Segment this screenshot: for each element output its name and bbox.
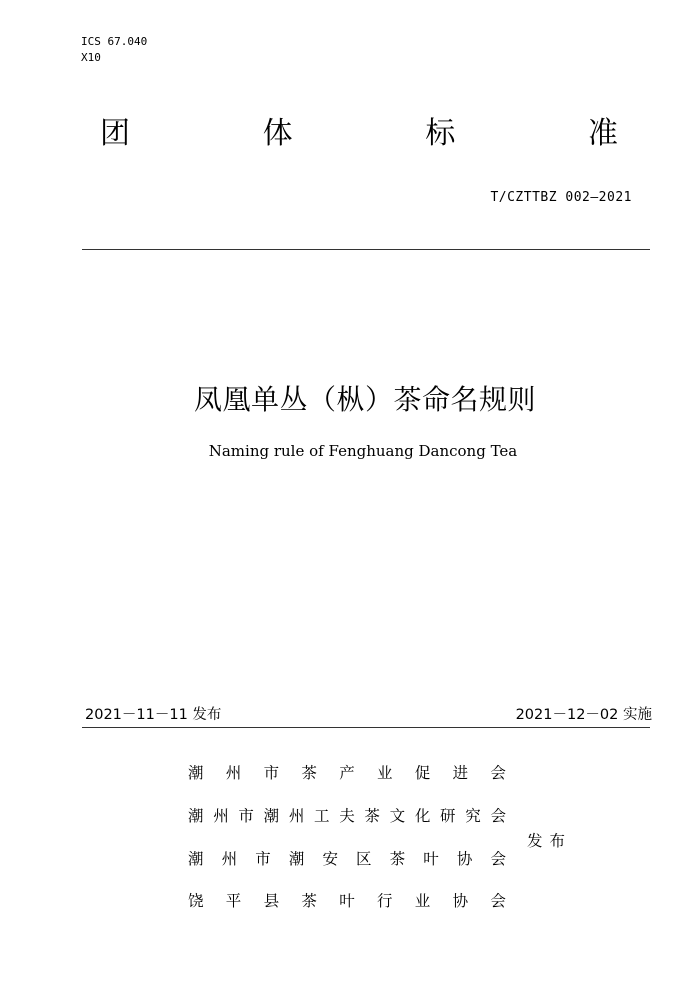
issuer-char: 潮 [263, 806, 280, 825]
issuer-char: 州 [221, 849, 238, 868]
issuer-char: 研 [440, 806, 456, 825]
issuer-char: 茶 [301, 892, 317, 910]
issuer-char: 协 [452, 892, 469, 910]
ics-code-block [81, 34, 147, 66]
ccs-code: X10 [81, 51, 101, 64]
standard-type-char: 准 [587, 116, 618, 151]
issuer-char: 业 [376, 763, 393, 782]
issuer-char: 究 [465, 806, 481, 825]
issuer-char: 叶 [423, 849, 439, 868]
issuer-row [188, 793, 506, 836]
publish-label: 发布 [527, 832, 573, 850]
issuer-char: 叶 [339, 892, 355, 910]
issuer-char: 协 [456, 849, 473, 868]
issuer-char: 夫 [339, 806, 355, 825]
issuer-char: 茶 [301, 763, 317, 782]
issuer-char: 进 [452, 763, 469, 782]
issuer-char: 潮 [288, 849, 305, 868]
issuer-char: 促 [414, 763, 431, 782]
issuer-char: 会 [490, 892, 506, 910]
ics-code: ICS 67.040 [81, 35, 148, 48]
header-divider [82, 249, 650, 250]
issuer-char: 平 [225, 892, 242, 910]
issuer-char: 茶 [364, 806, 380, 825]
standard-type-char: 团 [100, 116, 130, 151]
issuer-char: 潮 [188, 763, 204, 782]
issuer-char: 业 [414, 892, 431, 910]
issuer-char: 文 [389, 806, 406, 825]
issuer-char: 安 [322, 849, 338, 868]
issuer-row [188, 836, 506, 879]
issuer-char: 州 [288, 806, 305, 825]
issuer-char: 州 [225, 763, 242, 782]
issuer-char: 饶 [188, 892, 204, 910]
issuer-list [188, 750, 506, 921]
issuer-char: 产 [339, 763, 355, 782]
issuer-char: 区 [356, 849, 372, 868]
issuer-char: 市 [238, 806, 254, 825]
issue-date: 2021－11－11 发布 [85, 707, 222, 723]
document-title-chinese: 凤凰单丛（枞）茶命名规则 [193, 383, 536, 416]
issuer-char: 潮 [188, 806, 204, 825]
issuer-char: 会 [490, 806, 506, 825]
issuer-char: 会 [490, 763, 506, 782]
standard-number: T/CZTTBZ 002—2021 [490, 190, 632, 205]
footer-divider [82, 727, 650, 728]
standard-type-title [100, 108, 618, 152]
issuer-char: 州 [213, 806, 229, 825]
implementation-date: 2021－12－02 实施 [515, 707, 652, 723]
issuer-char: 市 [263, 763, 280, 782]
issuer-char: 茶 [389, 849, 406, 868]
issuer-char: 县 [263, 892, 280, 910]
issuer-row [188, 750, 506, 793]
issuer-char: 工 [314, 806, 330, 825]
issuer-char: 化 [414, 806, 431, 825]
issuer-char: 行 [376, 892, 393, 910]
standard-type-char: 体 [262, 116, 293, 151]
issuer-char: 会 [490, 849, 506, 868]
document-title-english: Naming rule of Fenghuang Dancong Tea [208, 442, 518, 460]
issuer-row [188, 879, 506, 921]
standard-type-char: 标 [425, 116, 456, 151]
issuer-char: 潮 [188, 849, 204, 868]
issuer-char: 市 [255, 849, 271, 868]
